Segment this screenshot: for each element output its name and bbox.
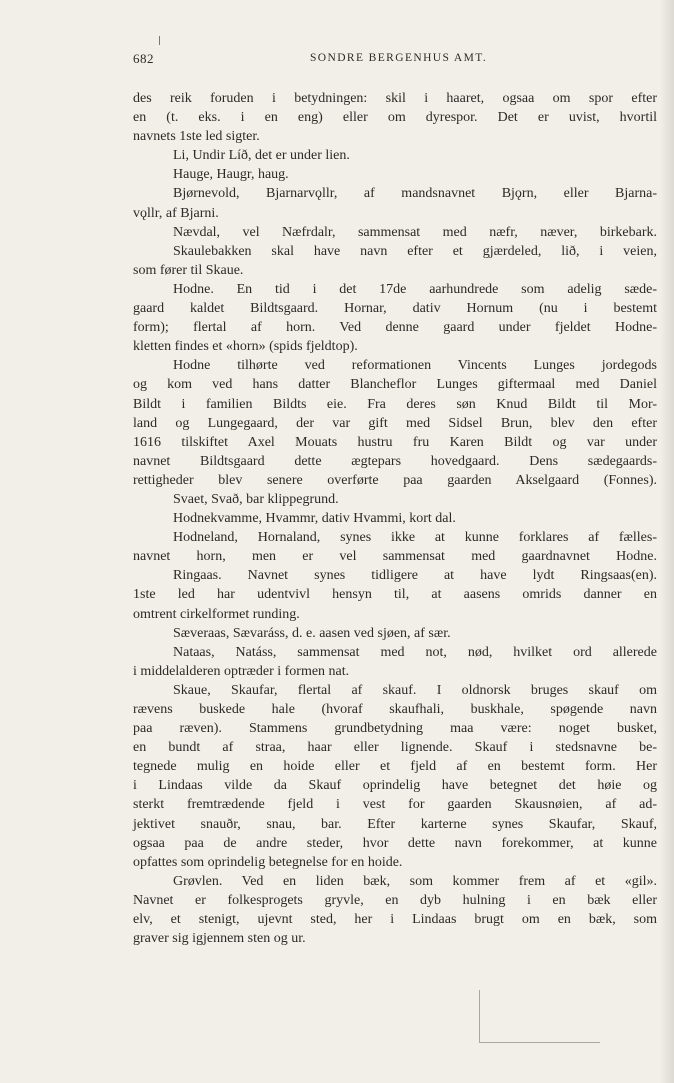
text-line: opfattes som oprindelig betegnelse for en hoide. — [133, 854, 403, 870]
text-line: en bundt af straa, haar eller lignende. Skauf i stedsnavne be- — [133, 740, 657, 756]
text-line: land og Lungegaard, der var gift med Sidsel Brun, blev den efter — [133, 415, 657, 431]
text-line: Grøvlen. Ved en liden bæk, som kommer frem af et «gil». — [173, 873, 657, 889]
text-line: Hodne tilhørte ved reformationen Vincents Lunges jordegods — [173, 358, 657, 374]
text-line: i Lindaas vilde da Skauf oprindelig have betegnet det høie og — [133, 778, 657, 794]
text-line: vǫllr, af Bjarni. — [133, 205, 219, 221]
text-line: Hauge, Haugr, haug. — [173, 167, 289, 183]
margin-mark — [159, 36, 160, 45]
text-line: ogsaa paa de andre steder, hvor dette navn forekommer, at kunne — [133, 835, 657, 851]
text-line: i middelalderen optræder i formen nat. — [133, 663, 350, 679]
text-line: Ringaas. Navnet synes tidligere at have lydt Ringsaas(en). — [173, 568, 657, 584]
text-line: Bildt i familien Bildts eie. Fra deres søn Knud Bildt til Mor- — [133, 396, 657, 412]
page-header — [133, 51, 657, 71]
text-line: Navnet er folkesprogets gryvle, en dyb hulning i en bæk eller — [133, 892, 657, 908]
page-edge-shadow — [660, 0, 674, 1083]
text-line: Skaue, Skaufar, flertal af skauf. I oldnorsk bruges skauf om — [173, 682, 657, 698]
text-line: Nævdal, vel Næfrdalr, sammensat med næfr, næver, birkebark. — [173, 224, 657, 240]
text-line: Skaulebakken skal have navn efter et gjærdeled, lið, i veien, — [173, 243, 657, 259]
text-line: navnet horn, men er vel sammensat med gaardnavnet Hodne. — [133, 549, 657, 565]
text-line: omtrent cirkelformet runding. — [133, 606, 300, 622]
text-line: Nataas, Natáss, sammensat med not, nød, hvilket ord allerede — [173, 644, 657, 660]
text-line: form); flertal af horn. Ved denne gaard under fjeldet Hodne- — [133, 320, 657, 336]
text-line: Li, Undir Líð, det er under lien. — [173, 148, 350, 164]
page-number: 682 — [133, 51, 154, 66]
text-line: Hodne. En tid i det 17de aarhundrede som adelig sæde- — [173, 281, 657, 297]
running-title: SONDRE BERGENHUS AMT. — [310, 52, 488, 64]
text-line: gaard kaldet Bildtsgaard. Hornar, dativ Hornum (nu i bestemt — [133, 301, 657, 317]
text-line: tegnede mulig en hoide eller et fjeld af en bestemt form. Her — [133, 759, 657, 775]
text-line: en (t. eks. i en eng) eller om dyrespor. Det er uvist, hvortil — [133, 110, 657, 126]
text-line: sterkt fremtrædende fjeld i vest for gaarden Skausnøien, af ad- — [133, 797, 657, 813]
text-line: 1ste led har udentvivl hensyn til, at aasens omrids danner en — [133, 587, 657, 603]
text-line: kletten findes et «horn» (spids fjeldtop). — [133, 339, 358, 355]
text-line: paa ræven). Stammens grundbetydning maa være: noget busket, — [133, 721, 657, 737]
text-line: Bjørnevold, Bjarnarvǫllr, af mandsnavnet Bjǫrn, eller Bjarna- — [173, 186, 657, 202]
text-line: Hodnekvamme, Hvammr, dativ Hvammi, kort dal. — [173, 511, 456, 527]
text-line: des reik foruden i betydningen: skil i haaret, ogsaa om spor efter — [133, 91, 657, 106]
text-line: navnets 1ste led sigter. — [133, 129, 260, 145]
text-line: og kom ved hans datter Blancheflor Lunges giftermaal med Daniel — [133, 377, 657, 393]
text-line: Sæveraas, Sævaráss, d. e. aasen ved sjøen, af sær. — [173, 625, 451, 641]
text-line: navnet Bildtsgaard dette ægtepars hovedgaard. Dens sædegaards- — [133, 453, 657, 469]
text-line: elv, et stenigt, ujevnt sted, her i Lindaas brugt om en bæk, som — [133, 912, 657, 928]
text-line: Svaet, Svað, bar klippegrund. — [173, 491, 339, 507]
text-line: rettigheder blev senere overførte paa gaarden Akselgaard (Fonnes). — [133, 472, 657, 488]
text-line: Hodneland, Hornaland, synes ikke at kunne forklares af fælles- — [173, 530, 657, 546]
text-line: rævens buskede hale (hvoraf skaufhali, buskhale, spøgende navn — [133, 702, 657, 717]
corner-bracket — [479, 990, 600, 1043]
text-line: jektivet snauðr, snau, bar. Efter karterne synes Skaufar, Skauf, — [133, 816, 657, 832]
text-line: 1616 tilskiftet Axel Mouats hustru fru Karen Bildt og var under — [133, 434, 657, 450]
text-line: som fører til Skaue. — [133, 262, 244, 278]
text-body — [133, 89, 657, 948]
text-line: graver sig igjennem sten og ur. — [133, 931, 306, 947]
